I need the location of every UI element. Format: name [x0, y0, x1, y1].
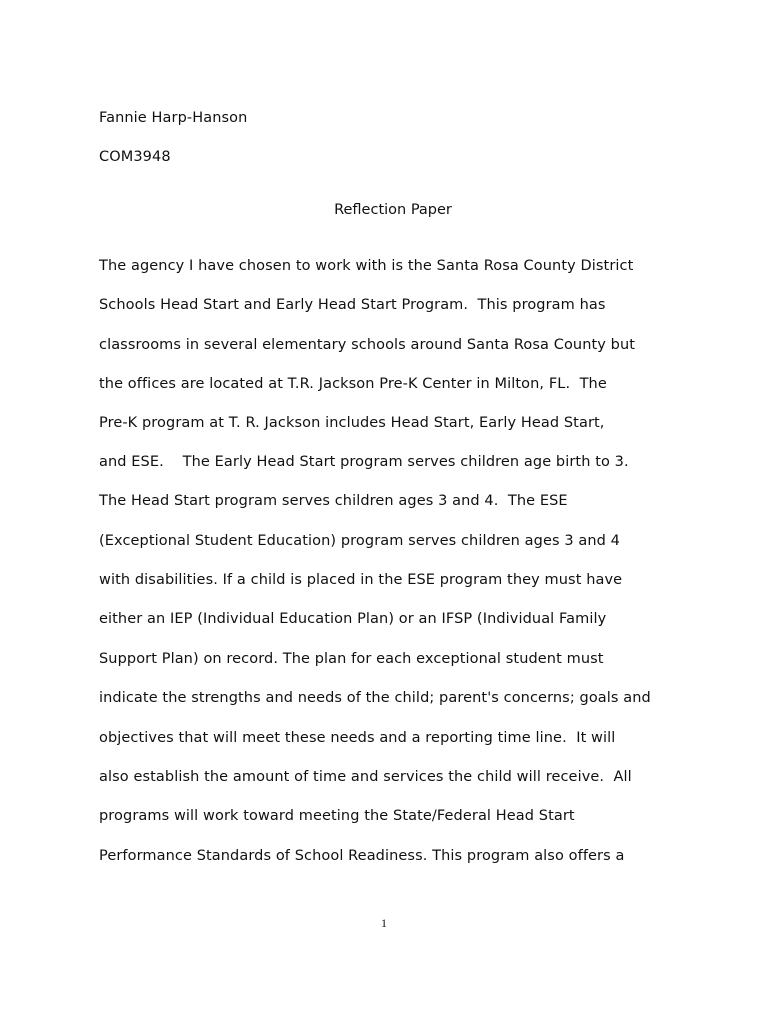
body-line: with disabilities. If a child is placed in the ESE program they must have [99, 572, 623, 588]
body-line: The Head Start program serves children ages 3 and 4. The ESE [99, 493, 568, 509]
body-line: indicate the strengths and needs of the child; parent's concerns; goals and [99, 690, 651, 706]
author-name: Fannie Harp-Hanson [99, 110, 248, 126]
body-line: Pre-K program at T. R. Jackson includes Head Start, Early Head Start, [99, 415, 605, 431]
body-line: Support Plan) on record. The plan for each exceptional student must [99, 651, 604, 667]
body-line: programs will work toward meeting the State/Federal Head Start [99, 808, 575, 824]
body-line: Schools Head Start and Early Head Start Program. This program has [99, 297, 606, 313]
body-line: classrooms in several elementary schools around Santa Rosa County but [99, 337, 636, 353]
body-line: and ESE. The Early Head Start program serves children age birth to 3. [99, 454, 629, 470]
body-line: The agency I have chosen to work with is the Santa Rosa County District [99, 258, 634, 274]
body-line: also establish the amount of time and services the child will receive. All [99, 769, 632, 785]
paper-title: Reflection Paper [334, 202, 452, 218]
body-line: Performance Standards of School Readiness. This program also offers a [99, 848, 625, 864]
body-line: (Exceptional Student Education) program serves children ages 3 and 4 [99, 533, 620, 549]
course-code: COM3948 [99, 149, 171, 165]
body-line: objectives that will meet these needs and a reporting time line. It will [99, 730, 616, 746]
body-line: the offices are located at T.R. Jackson Pre-K Center in Milton, FL. The [99, 376, 607, 392]
page-number: 1 [381, 916, 387, 930]
body-line: either an IEP (Individual Education Plan) or an IFSP (Individual Family [99, 611, 607, 627]
